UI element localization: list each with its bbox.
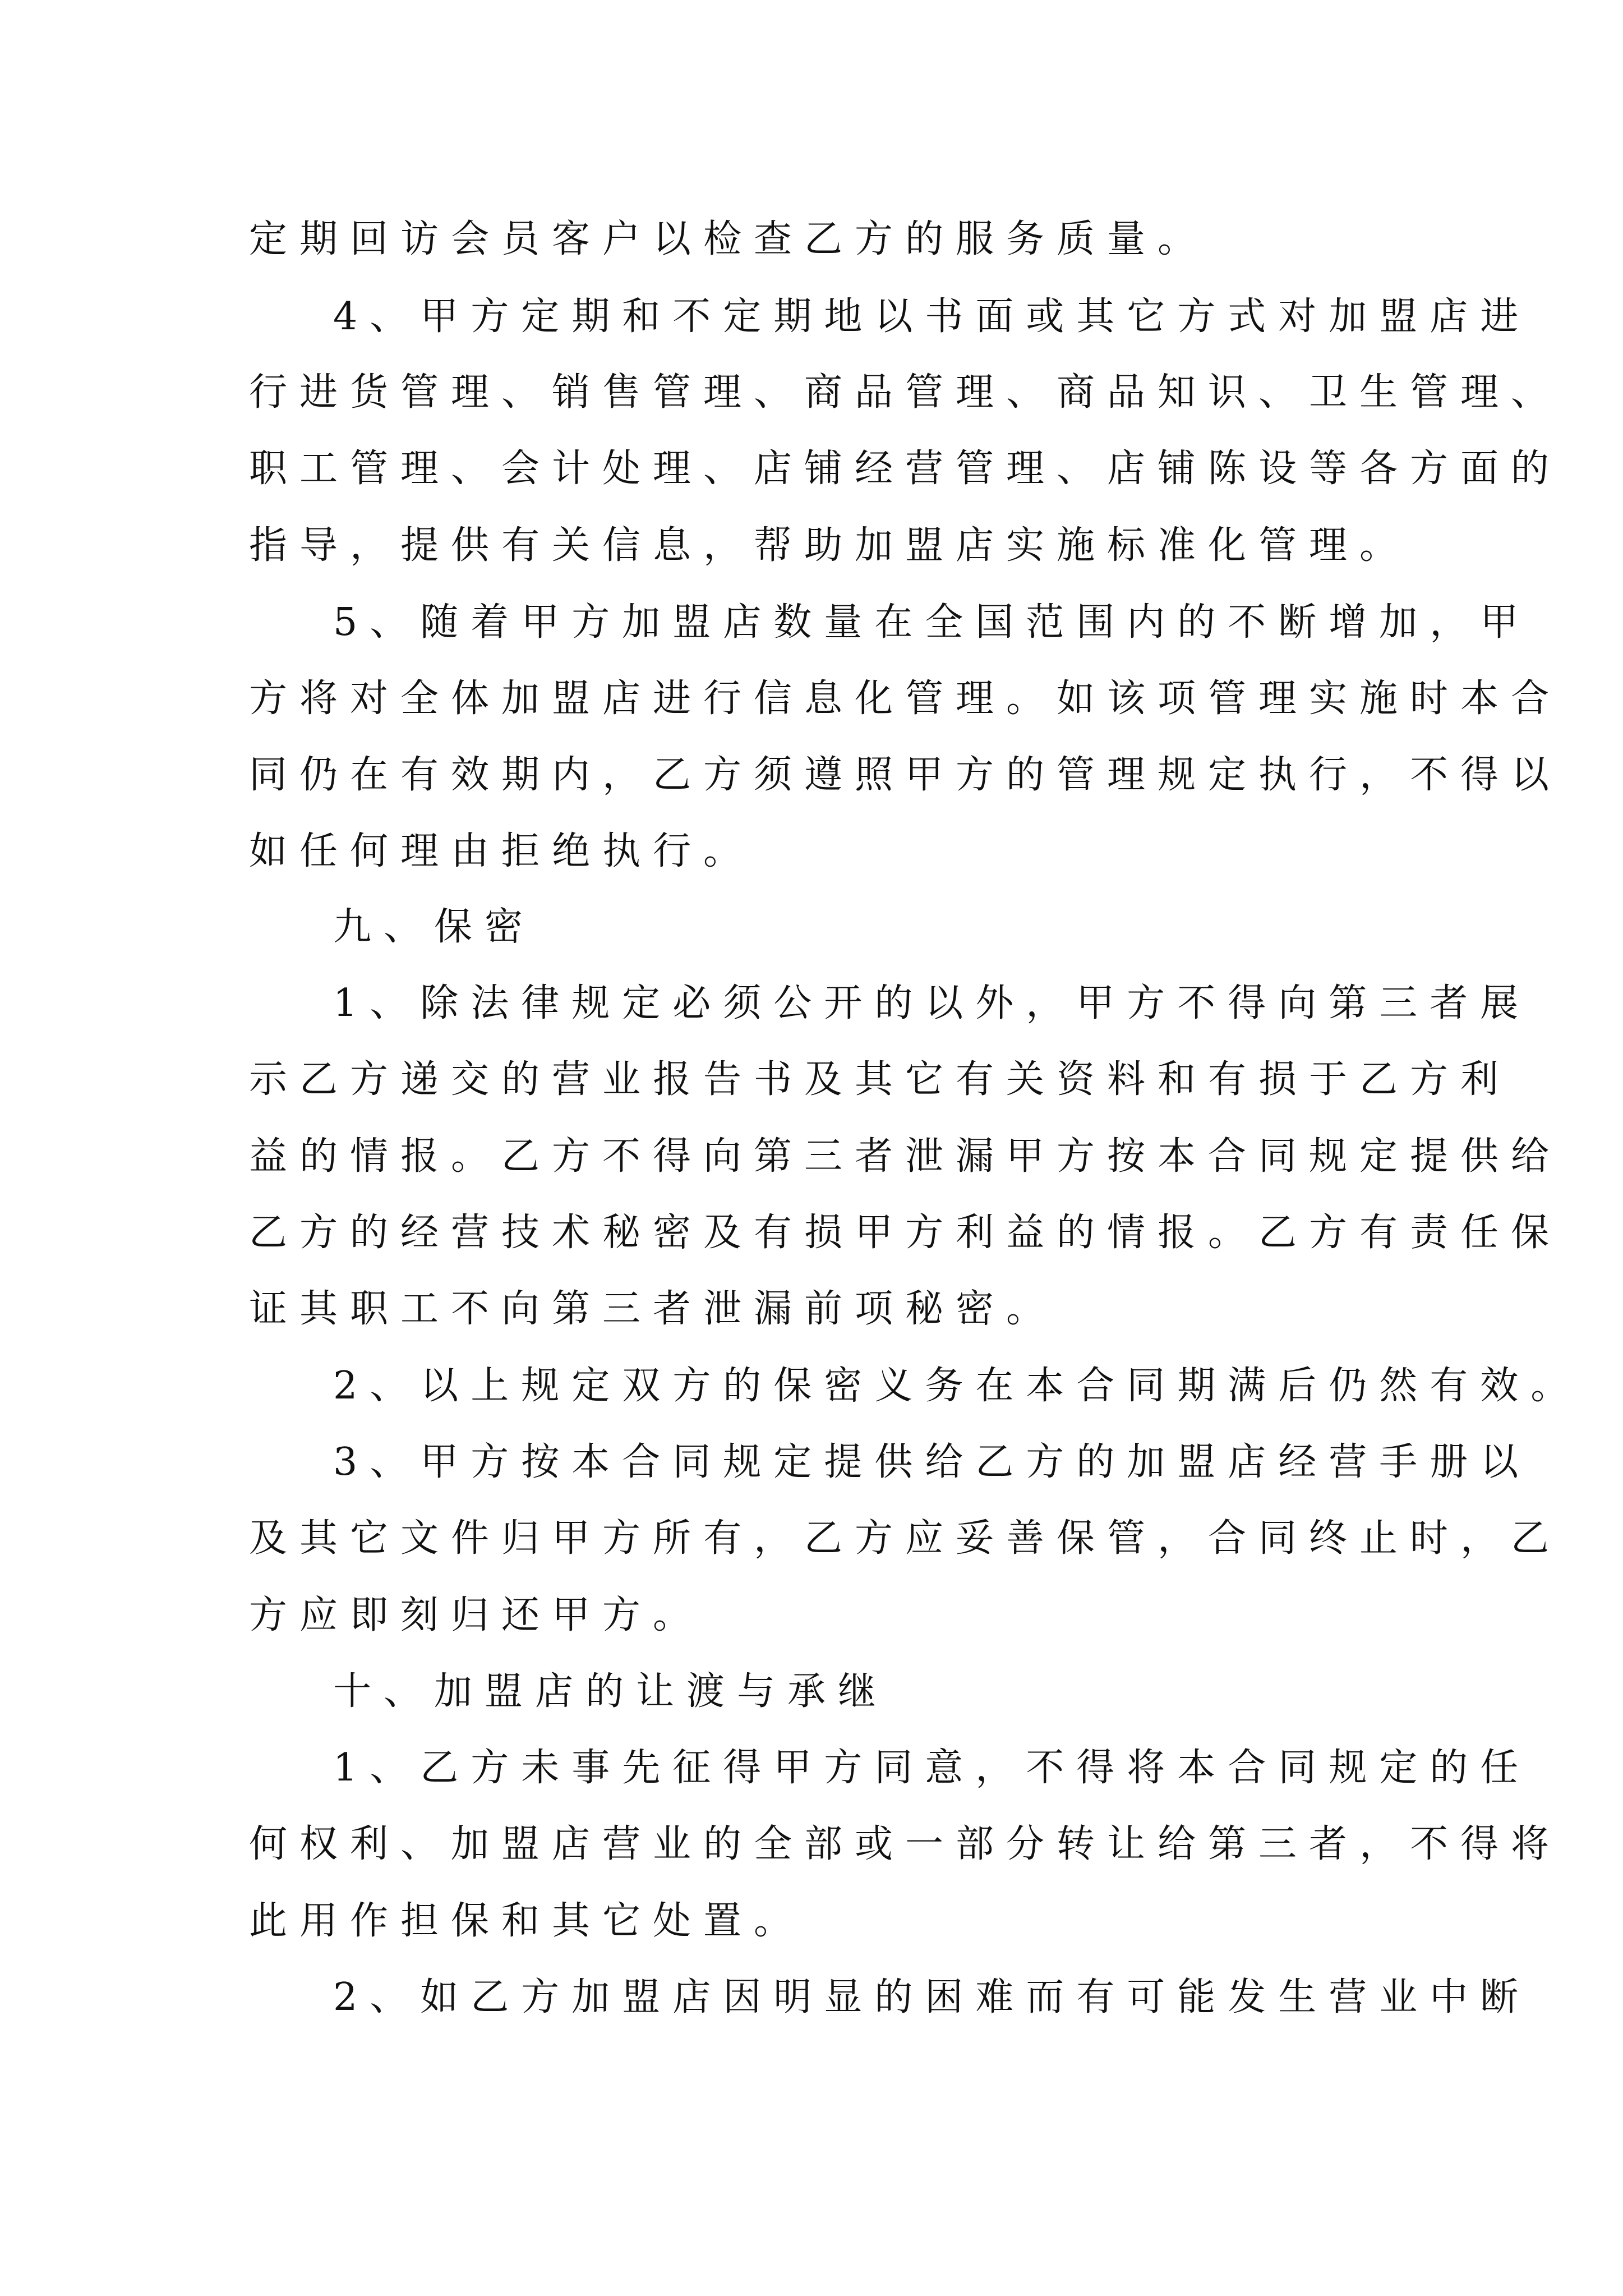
text-line: 证其职工不向第三者泄漏前项秘密。 (249, 1287, 1057, 1331)
text-line: 此用作担保和其它处置。 (249, 1899, 805, 1943)
text-line: 方应即刻归还甲方。 (249, 1593, 704, 1637)
text-line: 指导，提供有关信息，帮助加盟店实施标准化管理。 (249, 523, 1410, 568)
text-line: 4、甲方定期和不定期地以书面或其它方式对加盟店进 (333, 295, 1531, 339)
text-line: 乙方的经营技术秘密及有损甲方利益的情报。乙方有责任保 (249, 1211, 1562, 1255)
text-line: 1、除法律规定必须公开的以外，甲方不得向第三者展 (333, 981, 1531, 1025)
text-line: 3、甲方按本合同规定提供给乙方的加盟店经营手册以 (333, 1440, 1531, 1484)
section-heading: 十、加盟店的让渡与承继 (333, 1669, 889, 1714)
text-line: 2、以上规定双方的保密义务在本合同期满后仍然有效。 (333, 1364, 1581, 1408)
text-line: 如任何理由拒绝执行。 (249, 829, 754, 873)
text-line: 行进货管理、销售管理、商品管理、商品知识、卫生管理、 (249, 370, 1562, 415)
text-line: 示乙方递交的营业报告书及其它有关资料和有损于乙方利 (249, 1057, 1511, 1102)
text-line: 方将对全体加盟店进行信息化管理。如该项管理实施时本合 (249, 677, 1562, 721)
text-line: 职工管理、会计处理、店铺经营管理、店铺陈设等各方面的 (249, 447, 1562, 491)
text-line: 同仍在有效期内，乙方须遵照甲方的管理规定执行，不得以 (249, 753, 1562, 797)
text-line: 5、随着甲方加盟店数量在全国范围内的不断增加，甲 (333, 600, 1531, 645)
text-line: 及其它文件归甲方所有，乙方应妥善保管，合同终止时，乙 (249, 1516, 1562, 1561)
text-line: 1、乙方未事先征得甲方同意，不得将本合同规定的任 (333, 1746, 1531, 1790)
text-line: 2、如乙方加盟店因明显的困难而有可能发生营业中断 (333, 1975, 1531, 2019)
section-heading: 九、保密 (333, 905, 536, 949)
text-line: 定期回访会员客户以检查乙方的服务质量。 (249, 217, 1209, 261)
text-line: 益的情报。乙方不得向第三者泄漏甲方按本合同规定提供给 (249, 1134, 1562, 1179)
text-line: 何权利、加盟店营业的全部或一部分转让给第三者，不得将 (249, 1822, 1562, 1866)
